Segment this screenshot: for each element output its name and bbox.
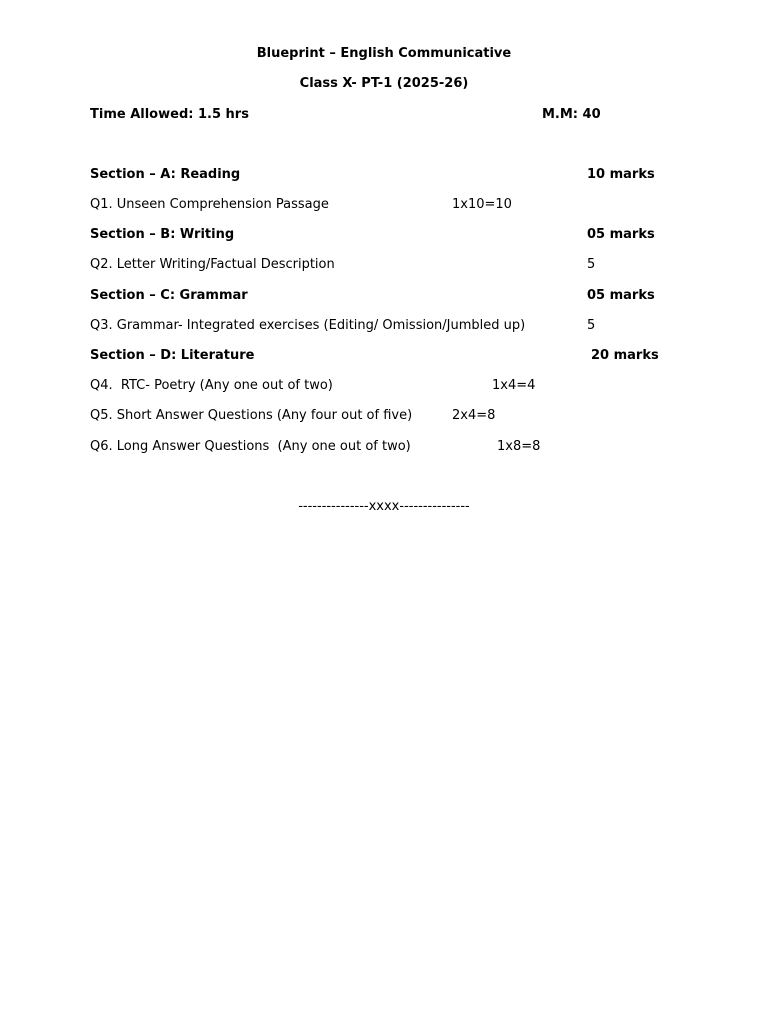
question-q2: Q2. Letter Writing/Factual Description: [90, 257, 335, 272]
section-heading-writing: Section – B: Writing: [90, 227, 235, 242]
question-q4: Q4. RTC- Poetry (Any one out of two): [90, 378, 333, 393]
section-heading-reading: Section – A: Reading: [90, 167, 241, 182]
question-q1: Q1. Unseen Comprehension Passage: [90, 197, 329, 212]
question-q2-marks: 5: [587, 257, 596, 272]
section-heading-literature: Section – D: Literature: [90, 348, 255, 363]
question-q6: Q6. Long Answer Questions (Any one out of two): [90, 439, 411, 454]
max-marks: M.M: 40: [542, 107, 601, 122]
question-q6-marks: 1x8=8: [497, 439, 541, 454]
question-q1-marks: 1x10=10: [452, 197, 512, 212]
section-marks-writing: 05 marks: [587, 227, 655, 242]
document-end-marker: ---------------xxxx---------------: [298, 499, 470, 514]
question-q3: Q3. Grammar- Integrated exercises (Editing/ Omission/Jumbled up): [90, 318, 526, 333]
question-q5-marks: 2x4=8: [452, 408, 496, 423]
section-heading-grammar: Section – C: Grammar: [90, 288, 248, 303]
document-subtitle: Class X- PT-1 (2025-26): [299, 76, 469, 91]
question-q4-marks: 1x4=4: [492, 378, 536, 393]
question-q3-marks: 5: [587, 318, 596, 333]
document-title: Blueprint – English Communicative: [256, 46, 512, 61]
section-marks-grammar: 05 marks: [587, 288, 655, 303]
time-allowed: Time Allowed: 1.5 hrs: [90, 107, 249, 122]
section-marks-reading: 10 marks: [587, 167, 655, 182]
question-q5: Q5. Short Answer Questions (Any four out of five): [90, 408, 413, 423]
section-marks-literature: 20 marks: [591, 348, 659, 363]
